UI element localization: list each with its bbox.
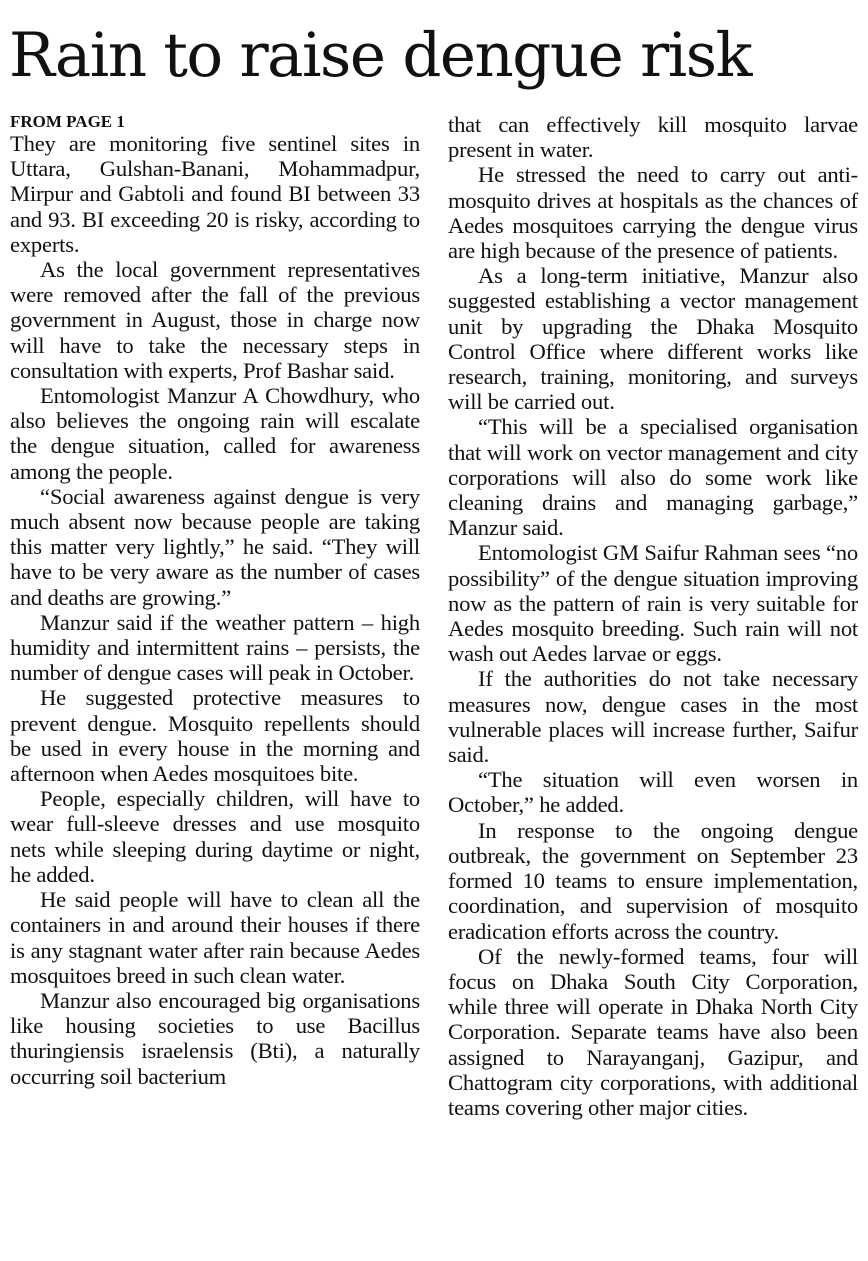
continuation-kicker: FROM PAGE 1 xyxy=(10,112,125,131)
article-paragraph: “Social awareness against dengue is very much absent now because people are taking this matter very lightly,” he said. “They will have to be very aware as the number of cases and deaths are growing.” xyxy=(10,483,420,610)
article-paragraph: They are monitoring five sentinel sites in Uttara, Gulshan-Banani, Mohammadpur, Mirpur and Gabtoli and found BI between 33 and 93. BI exceeding 20 is risky, according to experts. xyxy=(10,131,420,257)
article-paragraph: He stressed the need to carry out anti-mosquito drives at hospitals as the chances of Aedes mosquitoes carrying the dengue virus are high because of the presence of patients. xyxy=(448,162,858,264)
article-paragraph: that can effectively kill mosquito larvae present in water. xyxy=(448,112,858,163)
article-paragraph: As a long-term initiative, Manzur also suggested establishing a vector management unit by upgrading the Dhaka Mosquito Control Office where different works like research, training, monitoring, and surveys will be carried out. xyxy=(448,263,858,415)
article-paragraph: Of the newly-formed teams, four will focus on Dhaka South City Corporation, while three will operate in Dhaka North City Corporation. Separate teams have also been assigned to Narayanganj, Gazipur, and Chattogram city corporations, with additional teams covering other major cities. xyxy=(448,943,858,1120)
article-paragraph: If the authorities do not take necessary measures now, dengue cases in the most vulnerable places will increase further, Saifur said. xyxy=(448,666,858,768)
article-paragraph: Entomologist GM Saifur Rahman sees “no possibility” of the dengue situation improving now as the pattern of rain is very suitable for Aedes mosquito breeding. Such rain will not wash out Aedes larvae or eggs. xyxy=(448,540,858,667)
article-paragraph: As the local government representatives were removed after the fall of the previous government in August, those in charge now will have to take the necessary steps in consultation with experts, Prof Bashar said. xyxy=(10,257,420,383)
article-paragraph: In response to the ongoing dengue outbreak, the government on September 23 formed 10 teams to ensure implementation, coordination, and supervision of mosquito eradication efforts across the country. xyxy=(448,817,858,944)
article-paragraph: People, especially children, will have to wear full-sleeve dresses and use mosquito nets while sleeping during daytime or night, he added. xyxy=(10,786,420,887)
article-column-left xyxy=(10,112,420,1089)
article-paragraph: “The situation will even worsen in October,” he added. xyxy=(448,767,858,818)
headline: Rain to raise dengue risk xyxy=(9,20,752,91)
article-column-right xyxy=(448,112,858,1120)
article-paragraph: Manzur said if the weather pattern – high humidity and intermittent rains – persists, the number of dengue cases will peak in October. xyxy=(10,609,420,686)
article-paragraph: Manzur also encouraged big organisations like housing societies to use Bacillus thuringiensis israelensis (Bti), a naturally occurring soil bacterium xyxy=(10,987,420,1089)
article-paragraph: He suggested protective measures to prevent dengue. Mosquito repellents should be used in every house in the morning and afternoon when Aedes mosquitoes bite. xyxy=(10,685,420,787)
article-paragraph: “This will be a specialised organisation that will work on vector management and city corporations will also do some work like cleaning drains and managing garbage,” Manzur said. xyxy=(448,414,858,541)
article-paragraph: Entomologist Manzur A Chowdhury, who also believes the ongoing rain will escalate the dengue situation, called for awareness among the people. xyxy=(10,383,420,484)
article-paragraph: He said people will have to clean all the containers in and around their houses if there is any stagnant water after rain because Aedes mosquitoes breed in such clean water. xyxy=(10,887,420,988)
